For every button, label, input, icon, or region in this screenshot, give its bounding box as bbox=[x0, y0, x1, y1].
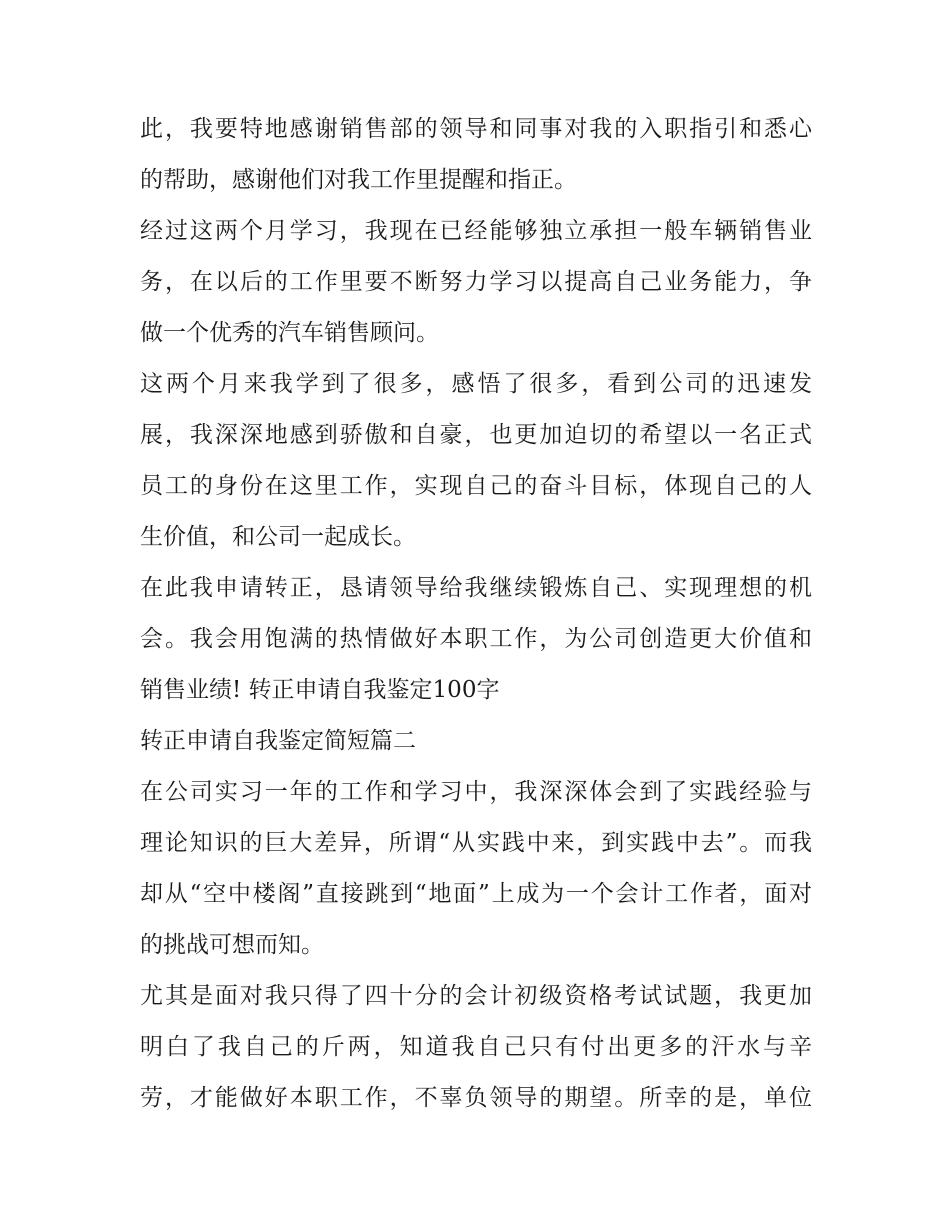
text-line: 在公司实习一年的工作和学习中，我深深体会到了实践经验与 bbox=[140, 779, 812, 805]
text-line: 尤其是面对我只得了四十分的会计初级资格考试试题，我更加 bbox=[140, 983, 812, 1009]
text-line: 销售业绩! 转正申请自我鉴定100字 bbox=[140, 677, 500, 703]
text-line: 在此我申请转正，恳请领导给我继续锻炼自己、实现理想的机 bbox=[140, 575, 812, 601]
text-line: 会。我会用饱满的热情做好本职工作，为公司创造更大价值和 bbox=[140, 626, 812, 652]
text-line: 经过这两个月学习，我现在已经能够独立承担一般车辆销售业 bbox=[140, 218, 812, 244]
text-line: 务，在以后的工作里要不断努力学习以提高自己业务能力，争 bbox=[140, 269, 812, 295]
text-line: 劳，才能做好本职工作，不辜负领导的期望。所幸的是，单位 bbox=[140, 1085, 812, 1111]
text-line: 展，我深深地感到骄傲和自豪，也更加迫切的希望以一名正式 bbox=[140, 422, 812, 448]
text-line: 的帮助，感谢他们对我工作里提醒和指正。 bbox=[140, 167, 577, 193]
text-line: 的挑战可想而知。 bbox=[140, 932, 324, 958]
text-line: 生价值，和公司一起成长。 bbox=[140, 524, 416, 550]
text-line: 理论知识的巨大差异，所谓“从实践中来，到实践中去”。而我 bbox=[140, 830, 812, 856]
document-body bbox=[140, 104, 812, 1124]
text-line: 明白了我自己的斤两，知道我自己只有付出更多的汗水与辛 bbox=[140, 1034, 812, 1060]
text-line: 此，我要特地感谢销售部的领导和同事对我的入职指引和悉心 bbox=[140, 116, 812, 142]
text-line: 做一个优秀的汽车销售顾问。 bbox=[140, 320, 439, 346]
section-heading: 转正申请自我鉴定简短篇二 bbox=[140, 728, 416, 754]
text-line: 却从“空中楼阁”直接跳到“地面”上成为一个会计工作者，面对 bbox=[140, 881, 812, 907]
text-line: 员工的身份在这里工作，实现自己的奋斗目标，体现自己的人 bbox=[140, 473, 812, 499]
text-line: 这两个月来我学到了很多，感悟了很多，看到公司的迅速发 bbox=[140, 371, 812, 397]
